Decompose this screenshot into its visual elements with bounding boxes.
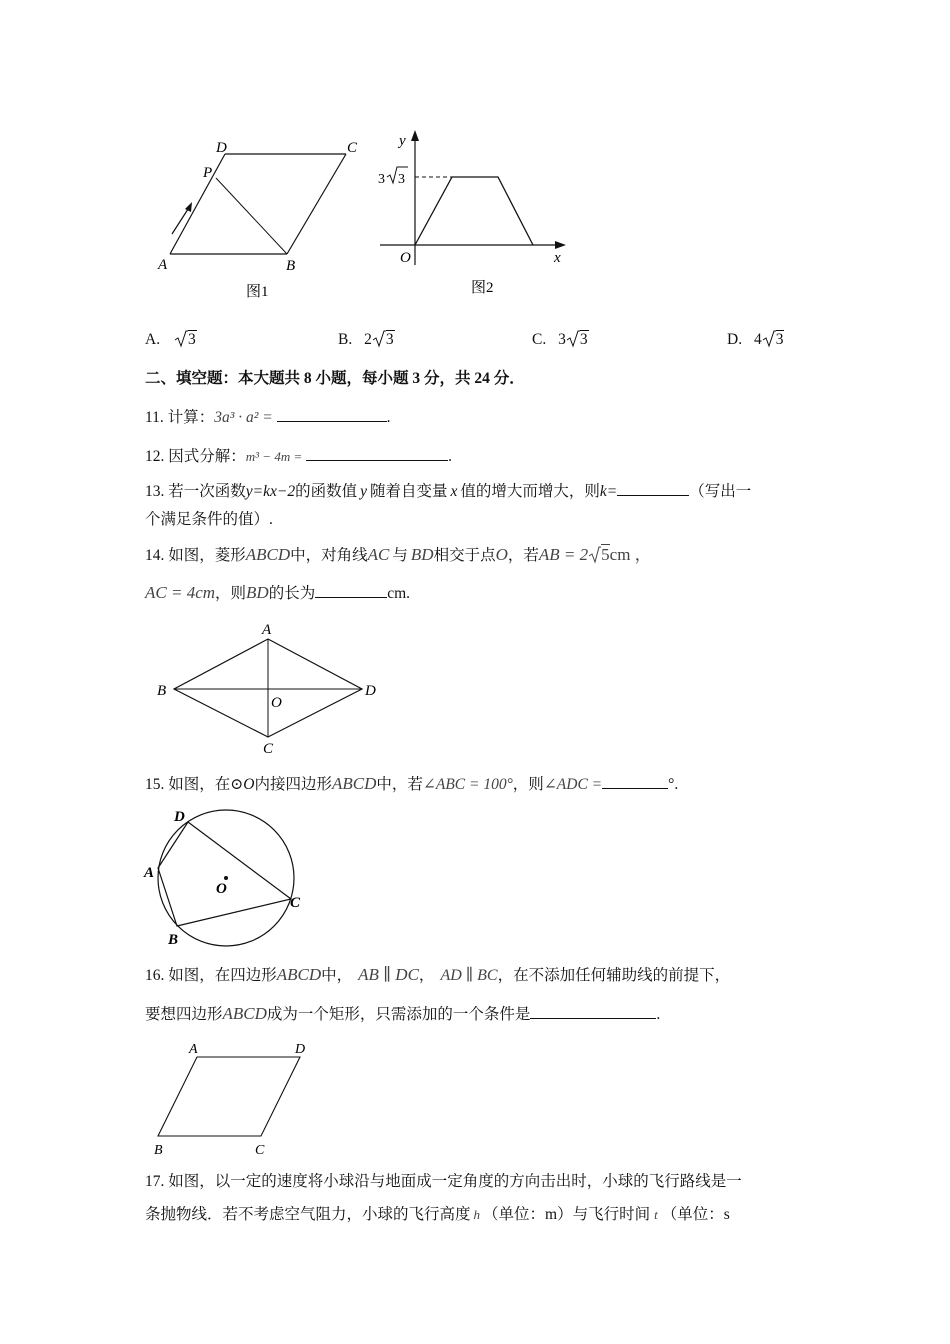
- q17-text-c: （单位：s: [661, 1206, 730, 1223]
- sqrt-icon: [372, 329, 386, 349]
- q16-text-c: ，在不添加任何辅助线的前提下，: [497, 967, 731, 984]
- q13-x: x: [450, 483, 458, 500]
- q15-text-d: ，则: [512, 776, 544, 793]
- q14-abcd: ABCD: [245, 545, 291, 564]
- q11-text: 计算：: [167, 409, 215, 426]
- q16-end: .: [656, 1006, 661, 1023]
- label-x: x: [554, 250, 561, 266]
- question-15: [145, 774, 678, 795]
- q16-text-b: 中，: [321, 967, 353, 984]
- q14-bd: BD: [410, 545, 434, 564]
- label-d: D: [295, 1042, 306, 1057]
- q12-text: 因式分解：: [168, 448, 246, 465]
- y-axis-arrow: [411, 130, 419, 141]
- q14-text-e: ，若: [507, 547, 539, 564]
- caption-fig1: 图1: [246, 284, 269, 300]
- q13-text-i: （写出一: [689, 483, 752, 500]
- question-14-line2: [145, 583, 410, 604]
- option-c-rad: 3: [579, 331, 588, 348]
- q14-rad: 5: [601, 545, 610, 564]
- option-b-rad: 3: [385, 331, 394, 348]
- option-c[interactable]: [532, 329, 589, 349]
- question-14-line1: [145, 545, 652, 566]
- label-b: B: [154, 1143, 163, 1158]
- q16-abcd: ABCD: [276, 965, 322, 984]
- y-mark-coef: 3: [378, 172, 385, 187]
- q12-num: 12.: [145, 448, 165, 465]
- q17-t: t: [654, 1207, 658, 1222]
- q16-text-want: 要想四边形: [145, 1006, 223, 1023]
- q11-end: .: [386, 409, 391, 426]
- q15-text-b: 内接四边形: [254, 776, 332, 793]
- figure-2-graph: [370, 125, 580, 300]
- edge-cb: [287, 154, 346, 254]
- arrow-head: [185, 202, 192, 212]
- section-2-title: 二、填空题：本大题共 8 小题，每小题 3 分，共 24 分．: [145, 370, 525, 387]
- parallelogram: [158, 1057, 300, 1136]
- option-a[interactable]: [145, 329, 197, 349]
- q13-y: y: [360, 483, 367, 500]
- q16-answer-blank[interactable]: [530, 1004, 656, 1019]
- option-d-coef: 4: [753, 331, 762, 348]
- label-c: C: [347, 140, 358, 156]
- q15-abcd: ABCD: [331, 774, 377, 793]
- label-y: y: [399, 133, 406, 149]
- label-a: A: [189, 1042, 198, 1057]
- option-a-letter: A.: [145, 331, 161, 348]
- q14-text-d: 相交于点: [433, 547, 496, 564]
- q14-text-b: 中，对角线: [290, 547, 368, 564]
- q13-text-a: 13. 若一次函数: [145, 483, 246, 500]
- q11-expr: 3a³ · a² =: [214, 409, 273, 426]
- option-d-rad: 3: [775, 331, 784, 348]
- label-d: D: [365, 683, 376, 699]
- q14-text-c: 与: [392, 547, 408, 564]
- figure-16-parallelogram: [145, 1035, 325, 1165]
- label-o: O: [271, 695, 282, 711]
- q17-h: h: [473, 1207, 481, 1222]
- q17-text-b: （单位：m）与飞行时间: [483, 1206, 651, 1223]
- question-16-line2: [145, 1004, 660, 1025]
- arrow-shaft: [172, 206, 190, 234]
- q14-answer-blank[interactable]: [315, 583, 387, 598]
- q14-ac-eq: AC = 4cm: [145, 583, 216, 602]
- label-c: C: [263, 741, 274, 757]
- option-d-letter: D.: [727, 331, 743, 348]
- label-c: C: [255, 1143, 265, 1158]
- question-17-line1: 17. 如图，以一定的速度将小球沿与地面成一定角度的方向击出时，小球的飞行路线是一: [145, 1173, 742, 1190]
- q16-abcd2: ABCD: [222, 1004, 267, 1023]
- q16-ab-dc: AB ∥ DC: [358, 965, 419, 984]
- center-dot: [224, 876, 228, 880]
- q13-k: k=: [599, 483, 618, 500]
- option-d[interactable]: [727, 329, 784, 349]
- q15-answer-blank[interactable]: [602, 774, 668, 789]
- q15-angle-adc: ∠ADC =: [543, 776, 603, 793]
- q14-ac: AC: [367, 545, 390, 564]
- q11-num: 11.: [145, 409, 164, 426]
- q13-text-e: 随着自变量: [369, 483, 448, 500]
- q14-bd2: BD: [246, 583, 269, 602]
- option-c-coef: 3: [558, 331, 566, 348]
- q16-ad-bc: AD ∥ BC: [440, 967, 498, 984]
- label-o: O: [216, 881, 227, 897]
- question-13-line1: [145, 481, 751, 502]
- segment-pb: [216, 178, 287, 254]
- sqrt-icon: [588, 545, 601, 565]
- sqrt-icon: [174, 329, 188, 349]
- label-a: A: [158, 257, 168, 273]
- question-16-line1: [145, 965, 730, 986]
- q15-text-e: °.: [668, 776, 679, 793]
- x-axis-arrow: [555, 241, 566, 249]
- q16-text-a: 16. 如图，在四边形: [145, 967, 277, 984]
- q15-o: O: [243, 776, 255, 793]
- figure-15-circle: [140, 802, 320, 952]
- q14-text-then: ，则: [215, 585, 247, 602]
- y-mark-rad: 3: [398, 172, 405, 187]
- figure-1-parallelogram: [150, 130, 370, 305]
- question-12: [145, 446, 452, 467]
- caption-fig2: 图2: [471, 280, 494, 296]
- option-b[interactable]: [338, 329, 395, 349]
- label-p: P: [203, 165, 213, 181]
- q16-text-condition: 成为一个矩形，只需添加的一个条件是: [266, 1006, 531, 1023]
- label-d: D: [216, 140, 227, 156]
- q14-ab-eq: AB = 2: [538, 545, 589, 564]
- option-b-letter: B.: [338, 331, 353, 348]
- q14-o: O: [495, 545, 508, 564]
- question-11: [145, 407, 390, 428]
- q14-text-length: 的长为: [268, 585, 316, 602]
- edge-ad: [170, 154, 225, 254]
- label-b: B: [157, 683, 167, 699]
- option-b-coef: 2: [364, 331, 372, 348]
- q13-answer-blank[interactable]: [617, 481, 689, 496]
- sqrt-icon: [762, 329, 776, 349]
- inscribed-quad: [158, 822, 291, 926]
- label-origin: O: [400, 250, 411, 266]
- sqrt-icon: [566, 329, 580, 349]
- label-d: D: [174, 809, 185, 825]
- question-13-line2: 个满足条件的值）.: [145, 511, 273, 528]
- option-a-rad: 3: [187, 331, 196, 348]
- q11-answer-blank[interactable]: [277, 407, 387, 422]
- q12-end: .: [448, 448, 452, 465]
- q17-text-a: 条抛物线．若不考虑空气阻力，小球的飞行高度: [145, 1206, 471, 1223]
- q13-function: y=kx−2: [245, 483, 296, 500]
- label-b: B: [168, 932, 179, 948]
- q12-expr: m³ − 4m =: [245, 449, 303, 464]
- q13-text-c: 的函数值: [295, 483, 358, 500]
- label-a: A: [262, 622, 272, 638]
- q14-cm: cm ，: [609, 545, 652, 564]
- question-17-line2: [145, 1205, 730, 1225]
- q13-text-g: 值的增大而增大，则: [460, 483, 600, 500]
- figure-14-rhombus: [150, 615, 390, 760]
- q12-answer-blank[interactable]: [306, 446, 448, 461]
- q15-text-c: 中，若: [376, 776, 423, 793]
- label-b: B: [286, 258, 296, 274]
- label-a: A: [144, 865, 155, 881]
- q15-angle-abc: ∠ABC = 100°: [422, 776, 513, 793]
- q16-comma: ，: [418, 967, 435, 984]
- label-c: C: [290, 895, 301, 911]
- graph-line: [415, 177, 533, 245]
- option-c-letter: C.: [532, 331, 547, 348]
- q15-text-a: 15. 如图，在⊙: [145, 776, 244, 793]
- q14-text-a: 14. 如图，菱形: [145, 547, 246, 564]
- q14-unit: cm.: [387, 585, 411, 602]
